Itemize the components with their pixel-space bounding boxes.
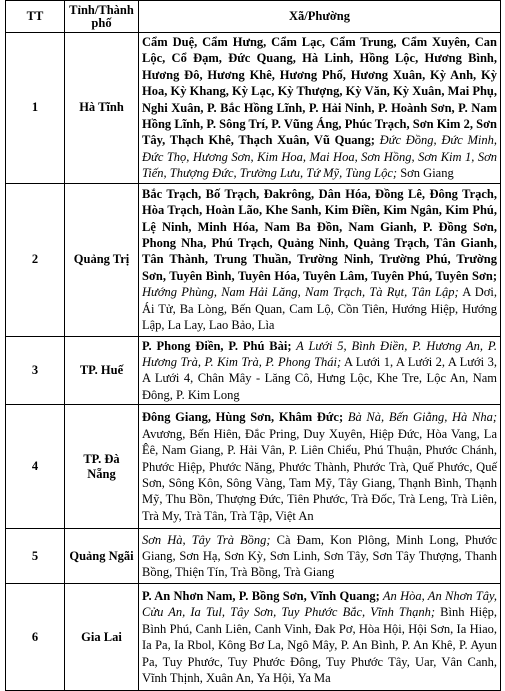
ward-list-bold: Cẩm Duệ, Cẩm Hưng, Cẩm Lạc, Cẩm Trung, Cẩm Xuyên, Can Lộc, Cổ Đạm, Đức Quang, Hà Linh, Hồng Lộc, Hương Bình, Hương Đô, Hương Khê, Hương Phố, Hương Xuân, Kỳ Anh, Kỳ Hoa, Kỳ Khang, Kỳ Lạc, Kỳ Thượng, Kỳ Văn, Kỳ Xuân, Mai Phụ, Nghi Xuân, P. Bắc Hồng Lĩnh, P. Hải Ninh, P. Hoành Sơn, P. Nam Hồng Lĩnh, P. Sông Trí, P. Vũng Áng, Phúc Trạch, Sơn Kim 2, Sơn Tây, Thạch Khê, Thạch Xuân, Vũ Quang; — [142, 35, 497, 148]
row-number: 5 — [6, 529, 65, 584]
table-row — [6, 405, 501, 529]
table-row — [6, 529, 501, 584]
province-name: Quảng Trị — [65, 183, 139, 336]
header-tt: TT — [6, 1, 65, 33]
ward-list-italic: Đức Đồng, Đức Minh, Đức Thọ, Hương Sơn, Kim Hoa, Mai Hoa, Sơn Hồng, Sơn Kim 1, Sơn Tiến, Thượng Đức, Trường Lưu, Tứ Mỹ, Tùng Lộc; — [142, 133, 497, 181]
ward-list-plain: Cà Đam, Kon Plông, Minh Long, Phước Giang, Sơn Hạ, Sơn Kỳ, Sơn Linh, Sơn Tây, Sơn Tây Thượng, Thanh Bồng, Thiện Tín, Trà Bồng, Trà Giang — [142, 532, 498, 580]
ward-list-bold: P. An Nhơn Nam, P. Bồng Sơn, Vĩnh Quang; — [142, 589, 380, 604]
table-row — [6, 336, 501, 405]
province-name: TP. Đà Nẵng — [65, 405, 139, 529]
province-name: Quảng Ngãi — [65, 529, 139, 584]
header-row — [6, 1, 501, 33]
ward-list-italic: Sơn Hà, Tây Trà Bồng; — [142, 532, 271, 547]
ward-list-bold: Bắc Trạch, Bố Trạch, Đakrông, Dân Hóa, Đồng Lê, Đông Trạch, Hòa Trạch, Hoàn Lão, Khe Sanh, Kim Điền, Kim Ngân, Kim Phú, Lệ Ninh, Minh Hóa, Nam Ba Đồn, Nam Gianh, P. Đồng Sơn, Phong Nha, Phú Trạch, Quảng Ninh, Quảng Trạch, Tân Gianh, Tân Thành, Trung Thuần, Trường Ninh, Trường Phú, Trường Sơn, Tuyên Bình, Tuyên Hóa, Tuyên Lâm, Tuyên Phú, Tuyên Sơn; — [142, 186, 497, 283]
ward-table — [5, 0, 501, 691]
province-name: Gia Lai — [65, 584, 139, 691]
row-number: 6 — [6, 584, 65, 691]
ward-list — [139, 183, 501, 336]
ward-list-italic: Hướng Phùng, Nam Hải Lăng, Nam Trạch, Tà Rụt, Tân Lập; — [142, 285, 459, 300]
ward-list-plain: A Lưới 1, A Lưới 2, A Lưới 3, A Lưới 4, Chân Mây - Lăng Cô, Hưng Lộc, Khe Tre, Lộc An, Nam Đông, P. Kim Long — [142, 355, 497, 402]
header-wards: Xã/Phường — [139, 1, 501, 33]
ward-list — [139, 405, 501, 529]
ward-list-plain: A Dơi, Ái Tử, Ba Lòng, Bến Quan, Cam Lộ, Cồn Tiên, Hướng Hiệp, Hướng Lập, La Lay, Lao Bảo, Lìa — [142, 285, 497, 333]
province-name: Hà Tĩnh — [65, 33, 139, 184]
row-number: 2 — [6, 183, 65, 336]
ward-list-plain: Bình Hiệp, Bình Phú, Canh Liên, Canh Vinh, Đak Pơ, Hòa Hội, Hội Sơn, Ia Hiao, Ia Pa, Ia Rbol, Kông Bơ La, Ngô Mây, P. An Bình, P. An Khê, P. Ayun Pa, Tuy Phước, Tuy Phước Đông, Tuy Phước Tây, Uar, Vân Canh, Vĩnh Thịnh, Xuân An, Ya Hội, Ya Ma — [142, 605, 498, 686]
header-province: Tỉnh/Thành phố — [65, 1, 139, 33]
ward-list-italic: Bà Nà, Bến Giằng, Hà Nha; — [343, 410, 498, 425]
province-name: TP. Huế — [65, 336, 139, 405]
ward-list-italic: An Hòa, An Nhơn Tây, Cửu An, Ia Tul, Tây Sơn, Tuy Phước Bắc, Vĩnh Thạnh; — [142, 589, 497, 620]
ward-list — [139, 336, 501, 405]
ward-list-plain: Avương, Bến Hiên, Đắc Pring, Duy Xuyên, Hiệp Đức, Hòa Vang, La Êê, Nam Giang, P. Hải Vân, P. Liên Chiểu, Phú Thuận, Phước Chánh, Phước Hiệp, Phước Năng, Phước Thành, Phước Trà, Quế Phước, Quế Sơn, Sông Kôn, Sông Vàng, Tam Mỹ, Tây Giang, Thạnh Bình, Thạnh Mỹ, Thu Bồn, Thượng Đức, Tiên Phước, Trà Đốc, Trà Leng, Trà Liên, Trà My, Trà Tân, Trà Tập, Việt An — [142, 426, 497, 523]
ward-list-italic: A Lưới 5, Bình Điền, P. Hương An, P. Hương Trà, P. Kim Trà, P. Phong Thái; — [142, 338, 497, 370]
ward-list-bold: Đông Giang, Hùng Sơn, Khâm Đức; — [142, 410, 344, 425]
ward-list-bold: P. Phong Điền, P. Phú Bài; — [142, 338, 292, 353]
table-row — [6, 33, 501, 184]
table-row — [6, 584, 501, 691]
ward-list — [139, 33, 501, 184]
ward-list — [139, 584, 501, 691]
row-number: 4 — [6, 405, 65, 529]
ward-list — [139, 529, 501, 584]
table-row — [6, 183, 501, 336]
row-number: 3 — [6, 336, 65, 405]
ward-list-plain: Sơn Giang — [397, 166, 454, 181]
row-number: 1 — [6, 33, 65, 184]
